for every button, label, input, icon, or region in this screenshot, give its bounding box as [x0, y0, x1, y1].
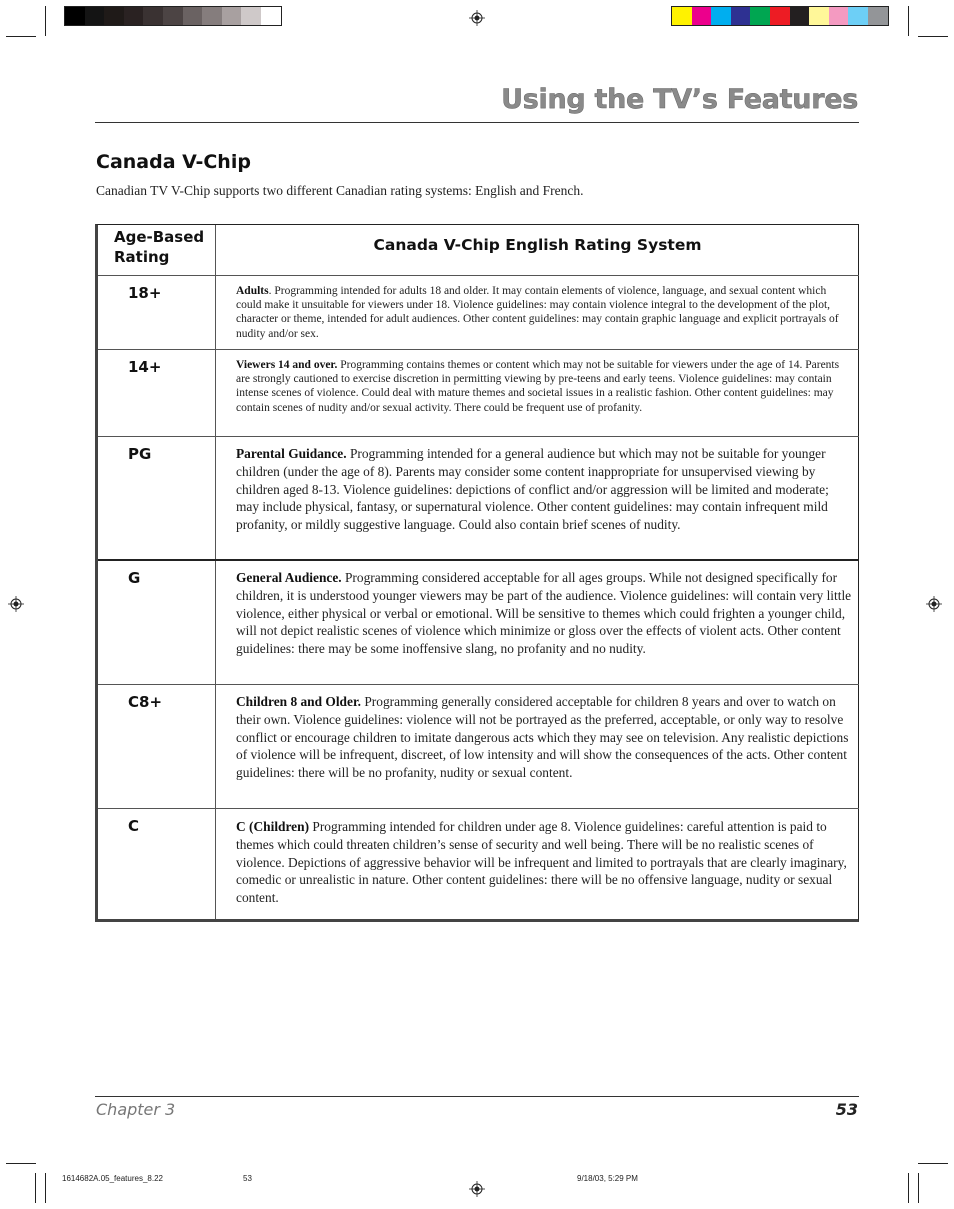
color-swatch [692, 7, 712, 25]
slug-page: 53 [243, 1174, 252, 1183]
column-header-system: Canada V-Chip English Rating System [373, 236, 702, 254]
rating-description [236, 284, 854, 341]
table-row [98, 559, 859, 684]
rating-code: 14+ [128, 358, 162, 376]
rating-lead: General Audience. [236, 570, 342, 585]
crop-mark [918, 36, 948, 37]
rating-lead: Adults [236, 285, 269, 297]
rating-table [95, 224, 859, 922]
color-swatch [143, 7, 163, 25]
rating-text: Programming intended for children under age 8. Violence guidelines: careful attention is paid to themes which could threaten children’s sense of security and well being. There will be no realistic scenes of violence. Depictions of aggressive behavior will be infrequent and limited to portrayals that are clearly imaginary, comedic or unrealistic in nature. Other content guidelines: there will be no offensive language, nudity or sexual content. [236, 819, 847, 906]
color-swatch [848, 7, 868, 25]
table-row [98, 808, 859, 919]
registration-mark-icon [469, 10, 485, 26]
rating-code: C8+ [128, 693, 163, 711]
registration-mark-icon [469, 1181, 485, 1197]
grayscale-color-bar [64, 6, 282, 26]
header-rule [95, 122, 859, 123]
color-swatch [829, 7, 849, 25]
footer-rule [95, 1096, 859, 1097]
rating-lead: Viewers 14 and over. [236, 359, 338, 371]
color-swatch [241, 7, 261, 25]
section-intro: Canadian TV V-Chip supports two different Canadian rating systems: English and French. [96, 183, 584, 198]
slug-date: 9/18/03, 5:29 PM [577, 1174, 638, 1183]
crop-mark [908, 1173, 909, 1203]
rating-description [236, 569, 854, 658]
rating-lead: Parental Guidance. [236, 446, 347, 461]
rating-text: Programming contains themes or content which may not be suitable for viewers under the age of 14. Parents are strongly cautioned to exercise discretion in permitting viewing by pre-teens and early teens. Violence guidelines: may contain intense scenes of violence. Could deal with mature themes and societal issues in a realistic fashion. Other content guidelines: may contain scenes of nudity and/or sexual activity. There could be frequent use of profanity. [236, 359, 840, 414]
color-swatch [124, 7, 144, 25]
crop-mark [45, 6, 46, 36]
rating-description [236, 445, 854, 534]
page-title: Using the TV’s Features [501, 84, 858, 115]
color-swatch [65, 7, 85, 25]
process-color-bar [671, 6, 889, 26]
section-title: Canada V-Chip [96, 151, 251, 173]
table-row [98, 436, 859, 559]
color-swatch [163, 7, 183, 25]
rating-text: Programming generally considered acceptable for children 8 years and over to watch on their own. Violence guidelines: violence will not be portrayed as the preferred, acceptable, or only way to resolve conflict or encourage children to imitate dangerous acts which they may see on television. Any realistic depictions of violence will be infrequent, discreet, of low intensity and will show the consequences of the acts. Other content guidelines: there will be no profanity, nudity or sexual content. [236, 694, 849, 781]
color-swatch [202, 7, 222, 25]
color-swatch [868, 7, 888, 25]
color-swatch [770, 7, 790, 25]
color-swatch [790, 7, 810, 25]
color-swatch [85, 7, 105, 25]
crop-mark [6, 1163, 36, 1164]
crop-mark [35, 1173, 36, 1203]
color-swatch [183, 7, 203, 25]
table-row [98, 684, 859, 808]
rating-text: Programming intended for a general audience but which may not be suitable for younger children (under the age of 8). Parents may consider some content inappropriate for unsupervised viewing by children aged 8-13. Violence guidelines: depictions of conflict and/or aggression will be limited and moderate; may include physical, fantasy, or supernatural violence. Other content guidelines: may contain infrequent mild profanity, or mildly suggestive language. Could also contain brief scenes of nudity. [236, 446, 829, 533]
page-number: 53 [835, 1100, 858, 1119]
chapter-label: Chapter 3 [96, 1100, 176, 1119]
color-swatch [731, 7, 751, 25]
rating-description [236, 818, 854, 907]
crop-mark [918, 1173, 919, 1203]
color-swatch [222, 7, 242, 25]
color-swatch [750, 7, 770, 25]
crop-mark [6, 36, 36, 37]
crop-mark [45, 1173, 46, 1203]
color-swatch [809, 7, 829, 25]
color-swatch [261, 7, 281, 25]
color-swatch [672, 7, 692, 25]
table-row [98, 349, 859, 436]
crop-mark [908, 6, 909, 36]
registration-mark-icon [8, 596, 24, 612]
slug-file: 1614682A.05_features_8.22 [62, 1174, 163, 1183]
rating-description [236, 693, 854, 782]
rating-code: PG [128, 445, 152, 463]
color-swatch [104, 7, 124, 25]
rating-lead: Children 8 and Older. [236, 694, 362, 709]
column-header-rating: Age-Based Rating [114, 228, 205, 266]
registration-mark-icon [926, 596, 942, 612]
color-swatch [711, 7, 731, 25]
rating-text: Programming considered acceptable for all ages groups. While not designed specifically for children, it is understood younger viewers may be part of the audience. Violence guidelines: will contain very little violence, either physical or verbal or emotional. Will be sensitive to themes which could frighten a younger child, will not depict realistic scenes of violence which minimize or gloss over the effects of violent acts. Other content guidelines: there may be some inoffensive slang, no profanity and no nudity. [236, 570, 852, 657]
table-header-row [98, 225, 859, 275]
crop-mark [918, 1163, 948, 1164]
rating-code: G [128, 569, 141, 587]
rating-description [236, 358, 854, 415]
rating-lead: C (Children) [236, 819, 310, 834]
rating-text: . Programming intended for adults 18 and older. It may contain elements of violence, language, and sexual content which could make it unsuitable for viewers under 18. Violence guidelines: may contain violence integral to the development of the plot, character or theme, intended for adult audiences. Other content guidelines: may contain graphic language and explicit portrayals of nudity and/or sex. [236, 285, 839, 340]
table-row [98, 275, 859, 349]
rating-code: 18+ [128, 284, 162, 302]
rating-code: C [128, 817, 140, 835]
